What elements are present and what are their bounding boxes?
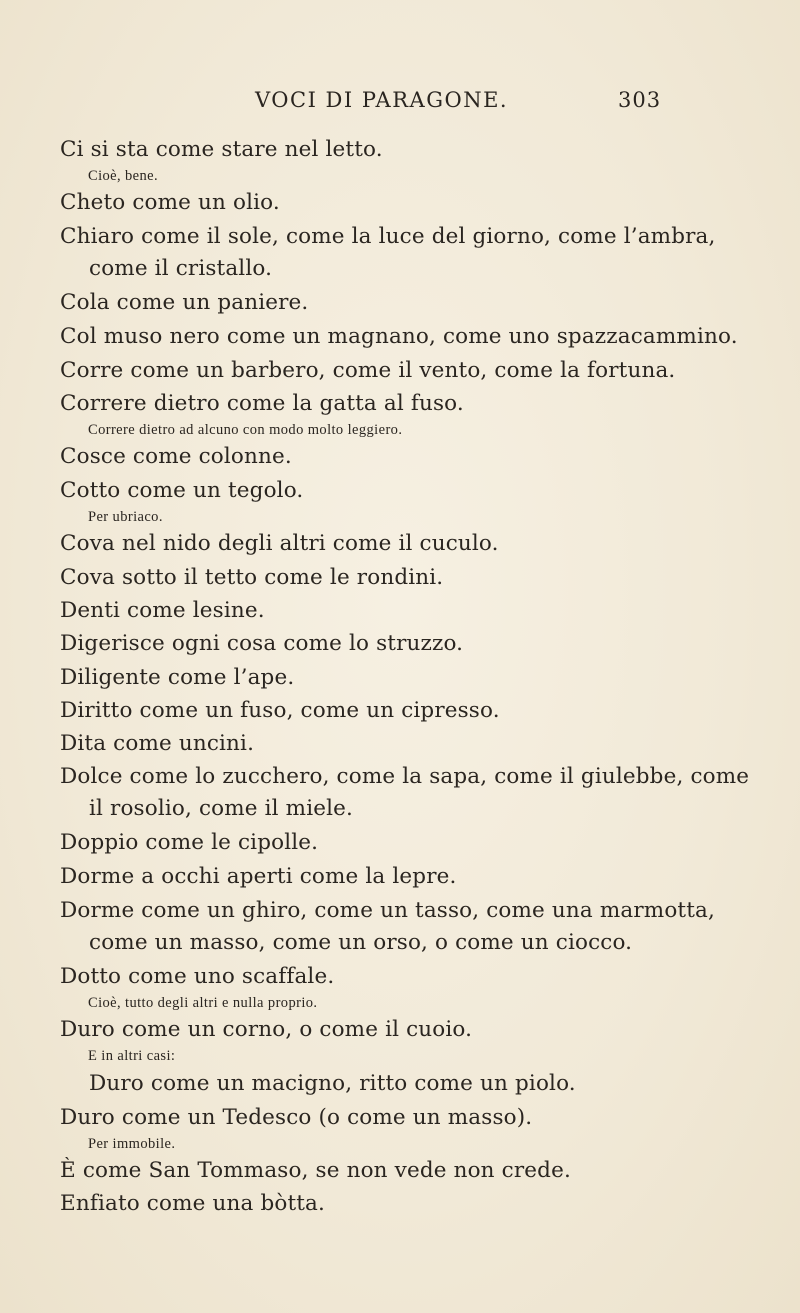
entry-note: Correre dietro ad alcuno con modo molto leggiero. bbox=[88, 422, 403, 438]
entry-note: Cioè, tutto degli altri e nulla proprio. bbox=[88, 995, 318, 1011]
entry-line: Denti come lesine. bbox=[60, 598, 265, 623]
entry-line: Cova sotto il tetto come le rondini. bbox=[60, 565, 444, 590]
entry-line: Dorme come un ghiro, come un tasso, come una marmotta, bbox=[60, 898, 715, 923]
running-head-title: VOCI DI PARAGONE. bbox=[255, 88, 509, 112]
entry-line: Dita come uncini. bbox=[60, 731, 255, 756]
entry-note: E in altri casi: bbox=[88, 1048, 176, 1064]
entry-line: È come San Tommaso, se non vede non crede. bbox=[60, 1158, 571, 1183]
running-head bbox=[0, 88, 800, 118]
entry-line: Enfiato come una bòtta. bbox=[60, 1191, 325, 1216]
entry-line: Cova nel nido degli altri come il cuculo. bbox=[60, 531, 499, 556]
entry-note: Per ubriaco. bbox=[88, 509, 163, 525]
entry-line: Corre come un barbero, come il vento, come la fortuna. bbox=[60, 358, 676, 383]
entry-note: Per immobile. bbox=[88, 1136, 176, 1152]
entry-line: Dotto come uno scaffale. bbox=[60, 964, 335, 989]
entry-continuation: come un masso, come un orso, o come un ciocco. bbox=[89, 930, 633, 955]
entry-line: Ci si sta come stare nel letto. bbox=[60, 137, 383, 162]
entry-line: Col muso nero come un magnano, come uno spazzacammino. bbox=[60, 324, 738, 349]
page-number: 303 bbox=[618, 88, 662, 112]
entry-line: Correre dietro come la gatta al fuso. bbox=[60, 391, 464, 416]
entry-note: Cioè, bene. bbox=[88, 168, 159, 184]
entry-line: Digerisce ogni cosa come lo struzzo. bbox=[60, 631, 464, 656]
entry-line: Cheto come un olio. bbox=[60, 190, 280, 215]
entry-line: Duro come un Tedesco (o come un masso). bbox=[60, 1105, 533, 1130]
entry-continuation: come il cristallo. bbox=[89, 256, 273, 281]
entry-line: Cosce come colonne. bbox=[60, 444, 292, 469]
entry-continuation: il rosolio, come il miele. bbox=[89, 796, 353, 821]
entry-line: Cotto come un tegolo. bbox=[60, 478, 304, 503]
entry-line: Diritto come un fuso, come un cipresso. bbox=[60, 698, 500, 723]
entry-line: Diligente come l’ape. bbox=[60, 665, 295, 690]
entry-line: Dorme a occhi aperti come la lepre. bbox=[60, 864, 457, 889]
entry-line: Doppio come le cipolle. bbox=[60, 830, 319, 855]
entry-indented-line: Duro come un macigno, ritto come un piolo. bbox=[89, 1071, 576, 1096]
entry-line: Duro come un corno, o come il cuoio. bbox=[60, 1017, 473, 1042]
entry-line: Cola come un paniere. bbox=[60, 290, 309, 315]
entry-line: Dolce come lo zucchero, come la sapa, come il giulebbe, come bbox=[60, 764, 750, 789]
entry-line: Chiaro come il sole, come la luce del giorno, come l’ambra, bbox=[60, 224, 716, 249]
